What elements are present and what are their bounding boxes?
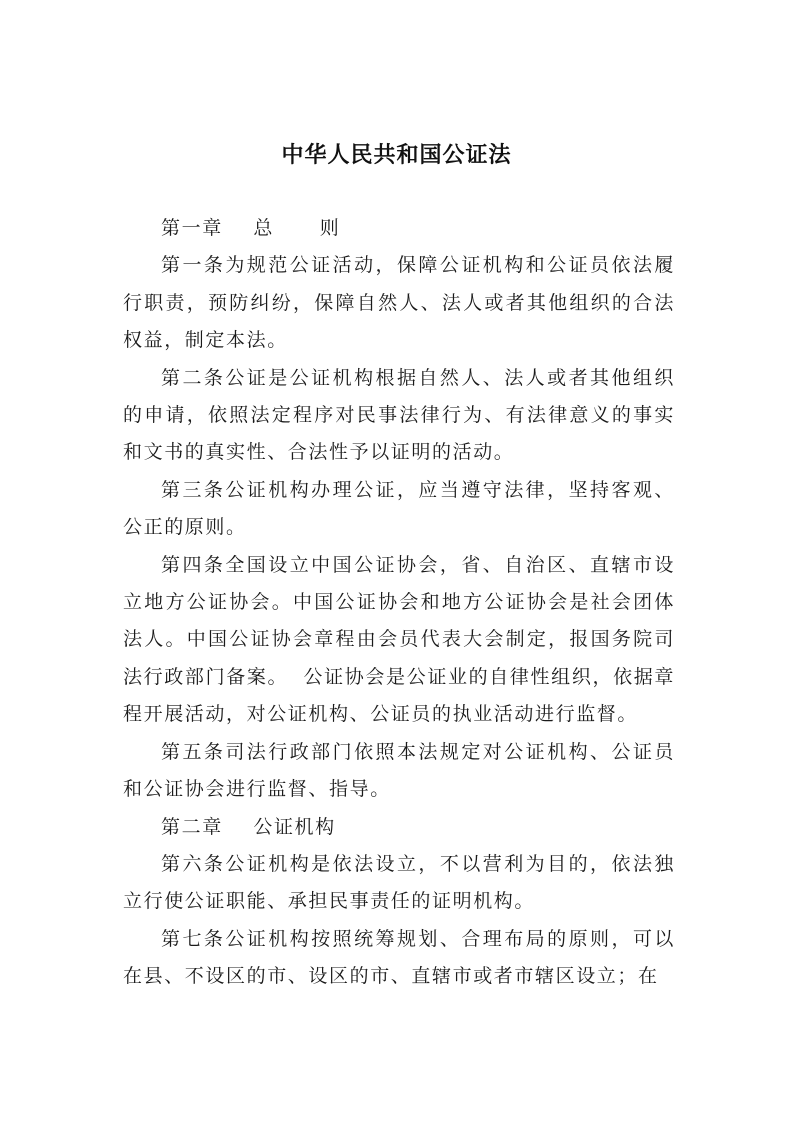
document-body [123,210,675,996]
article-3: 第三条公证机构办理公证，应当遵守法律，坚持客观、公正的原则。 [123,478,675,539]
article-7: 第七条公证机构按照统筹规划、合理布局的原则，可以在县、不设区的市、设区的市、直辖市或者市辖区设立；在 [123,927,675,988]
article-5: 第五条司法行政部门依照本法规定对公证机构、公证员和公证协会进行监督、指导。 [123,740,675,801]
article-4: 第四条全国设立中国公证协会，省、自治区、直辖市设立地方公证协会。中国公证协会和地方公证协会是社会团体法人。中国公证协会章程由会员代表大会制定，报国务院司法行政部门备案。 公证协会是公证业的自律性组织，依据章程开展活动，对公证机构、公证员的执业活动进行监督。 [123,553,675,726]
article-6: 第六条公证机构是依法设立，不以营利为目的，依法独立行使公证职能、承担民事责任的证明机构。 [123,852,675,913]
article-1: 第一条为规范公证活动，保障公证机构和公证员依法履行职责，预防纠纷，保障自然人、法人或者其他组织的合法权益，制定本法。 [123,254,675,352]
chapter-heading-1: 第一章 总 则 [161,217,341,239]
document-title: 中华人民共和国公证法 [281,143,512,168]
chapter-heading-2: 第二章 公证机构 [161,815,336,838]
article-2: 第二条公证是公证机构根据自然人、法人或者其他组织的申请，依照法定程序对民事法律行为、有法律意义的事实和文书的真实性、合法性予以证明的活动。 [123,366,675,464]
